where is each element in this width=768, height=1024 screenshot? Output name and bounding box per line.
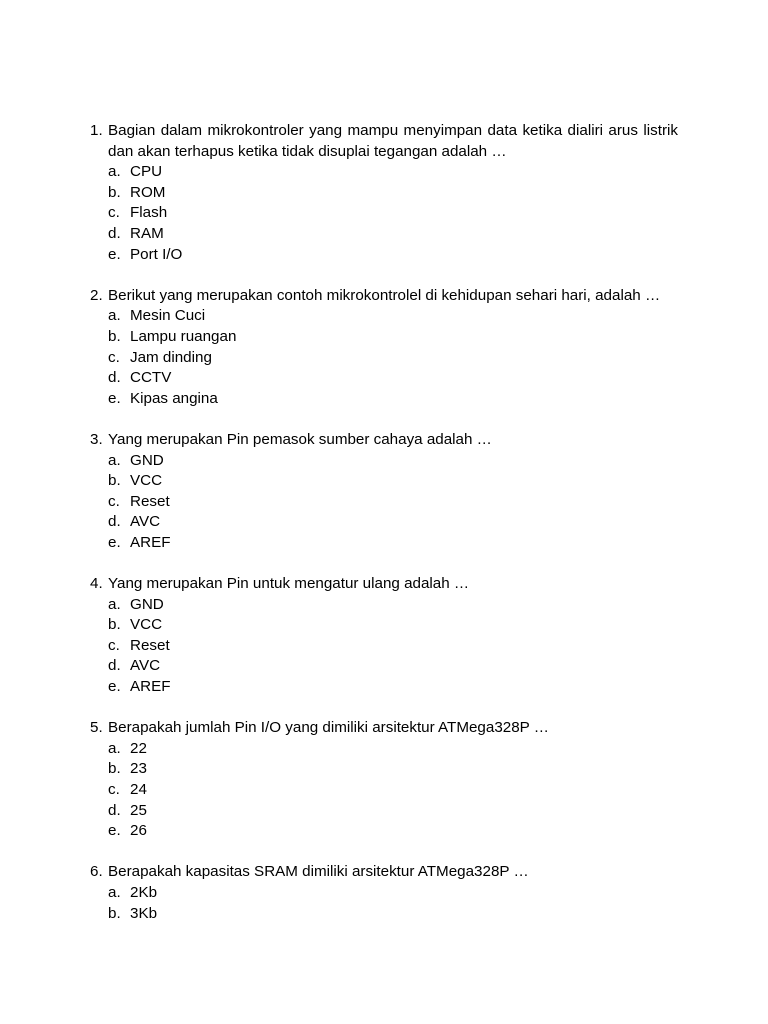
option-letter: a.: [108, 883, 121, 901]
option-b: [108, 904, 678, 925]
option-letter: e.: [108, 389, 121, 407]
option-d: [108, 801, 678, 822]
option-c: [108, 636, 678, 657]
question-5: [90, 718, 678, 842]
option-text: CCTV: [130, 369, 172, 387]
option-letter: a.: [108, 307, 121, 325]
option-e: [108, 677, 678, 698]
option-text: Kipas angina: [130, 389, 218, 407]
option-text: 26: [130, 822, 147, 840]
option-list: [90, 739, 678, 842]
option-letter: e.: [108, 822, 121, 840]
question-text: Berapakah jumlah Pin I/O yang dimiliki arsitektur ATMega328P …: [108, 719, 549, 737]
option-letter: e.: [108, 533, 121, 551]
option-text: Reset: [130, 492, 170, 510]
option-text: AVC: [130, 513, 161, 531]
option-letter: b.: [108, 183, 121, 201]
option-text: Mesin Cuci: [130, 307, 206, 325]
question-1: [90, 121, 678, 265]
option-letter: a.: [108, 739, 121, 757]
option-text: VCC: [130, 472, 163, 490]
question-number: 2.: [90, 286, 103, 304]
option-a: [108, 162, 678, 183]
option-c: [108, 348, 678, 369]
option-text: 25: [130, 801, 147, 819]
option-letter: b.: [108, 616, 121, 634]
option-text: AREF: [130, 678, 171, 696]
option-letter: b.: [108, 472, 121, 490]
option-b: [108, 615, 678, 636]
option-text: 2Kb: [130, 883, 158, 901]
option-a: [108, 739, 678, 760]
option-b: [108, 471, 678, 492]
option-letter: a.: [108, 451, 121, 469]
option-text: Flash: [130, 204, 168, 222]
question-number: 5.: [90, 719, 103, 737]
question-header: [90, 286, 678, 307]
option-list: [90, 306, 678, 409]
option-d: [108, 224, 678, 245]
option-letter: e.: [108, 245, 121, 263]
option-list: [90, 451, 678, 554]
option-letter: d.: [108, 513, 121, 531]
option-e: [108, 245, 678, 266]
option-letter: e.: [108, 678, 121, 696]
question-4: [90, 574, 678, 698]
option-text: 24: [130, 781, 147, 798]
option-text: Lampu ruangan: [130, 327, 237, 345]
option-e: [108, 389, 678, 410]
question-6: [90, 862, 678, 924]
option-a: [108, 451, 678, 472]
option-list: [90, 595, 678, 698]
question-header: [90, 574, 678, 595]
option-letter: b.: [108, 760, 121, 778]
question-header: [90, 430, 678, 451]
option-letter: b.: [108, 904, 121, 922]
question-text: Yang merupakan Pin pemasok sumber cahaya adalah …: [108, 430, 492, 448]
option-a: [108, 883, 678, 904]
question-text: Berapakah kapasitas SRAM dimiliki arsitektur ATMega328P …: [108, 863, 529, 881]
option-letter: c.: [108, 781, 120, 798]
option-b: [108, 327, 678, 348]
option-letter: c.: [108, 204, 120, 222]
option-b: [108, 759, 678, 780]
question-header: [90, 862, 678, 883]
option-c: [108, 780, 678, 801]
option-letter: c.: [108, 492, 120, 510]
option-b: [108, 183, 678, 204]
option-e: [108, 821, 678, 842]
option-text: GND: [130, 595, 164, 613]
question-header: [90, 718, 678, 739]
option-d: [108, 512, 678, 533]
question-list: [90, 121, 678, 945]
option-text: Jam dinding: [130, 348, 212, 366]
option-d: [108, 368, 678, 389]
question-text: Bagian dalam mikrokontroler yang mampu menyimpan data ketika dialiri arus listrik dan akan terhapus ketika tidak disuplai tegangan adalah …: [108, 122, 678, 160]
option-list: [90, 883, 678, 924]
option-text: 23: [130, 760, 147, 778]
option-text: Reset: [130, 636, 170, 654]
question-number: 4.: [90, 575, 103, 593]
option-letter: d.: [108, 224, 121, 242]
option-text: 22: [130, 739, 147, 757]
option-text: ROM: [130, 183, 166, 201]
option-letter: d.: [108, 657, 121, 675]
option-letter: d.: [108, 369, 121, 387]
option-text: CPU: [130, 163, 163, 181]
option-letter: a.: [108, 595, 121, 613]
option-a: [108, 306, 678, 327]
option-letter: c.: [108, 636, 120, 654]
option-c: [108, 203, 678, 224]
option-text: RAM: [130, 224, 164, 242]
option-text: 3Kb: [130, 904, 158, 922]
option-text: AREF: [130, 533, 171, 551]
question-text: Yang merupakan Pin untuk mengatur ulang adalah …: [108, 575, 470, 593]
question-3: [90, 430, 678, 554]
option-letter: b.: [108, 327, 121, 345]
option-list: [90, 162, 678, 265]
option-letter: a.: [108, 163, 121, 181]
option-letter: c.: [108, 348, 120, 366]
option-text: GND: [130, 451, 164, 469]
option-text: VCC: [130, 616, 163, 634]
question-number: 3.: [90, 430, 103, 448]
option-letter: d.: [108, 801, 121, 819]
option-d: [108, 656, 678, 677]
question-2: [90, 286, 678, 410]
question-header: [90, 121, 678, 162]
option-text: AVC: [130, 657, 161, 675]
option-text: Port I/O: [130, 245, 183, 263]
option-e: [108, 533, 678, 554]
question-text: Berikut yang merupakan contoh mikrokontrolel di kehidupan sehari hari, adalah …: [108, 286, 661, 304]
option-c: [108, 492, 678, 513]
option-a: [108, 595, 678, 616]
question-number: 1.: [90, 122, 103, 139]
question-number: 6.: [90, 863, 103, 881]
